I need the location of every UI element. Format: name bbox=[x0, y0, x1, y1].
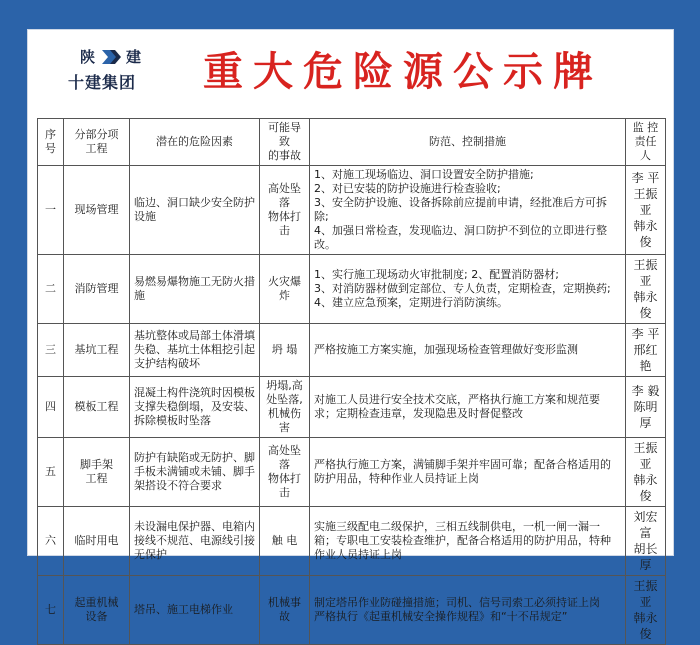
cell-accident: 高处坠落 物体打击 bbox=[260, 166, 310, 255]
cell-no: 一 bbox=[38, 166, 64, 255]
table-row bbox=[38, 377, 666, 438]
cell-hazard: 塔吊、施工电梯作业 bbox=[130, 576, 260, 645]
cell-hazard: 混凝土构件浇筑时因模板支撑失稳倒塌，及安装、拆除模板时坠落 bbox=[130, 377, 260, 438]
notice-board bbox=[27, 29, 674, 641]
cell-project: 基坑工程 bbox=[64, 324, 130, 377]
cell-accident: 机械事故 bbox=[260, 576, 310, 645]
cell-measures: 1、实行施工现场动火审批制度; 2、配置消防器材; 3、对消防器材做到定部位、专人负责，定期检查，定期换药; 4、建立应急预案，定期进行消防演练。 bbox=[310, 255, 626, 324]
cell-project: 现场管理 bbox=[64, 166, 130, 255]
cell-person: 李 平 邢红艳 bbox=[626, 324, 666, 377]
cell-no: 三 bbox=[38, 324, 64, 377]
cell-hazard: 临边、洞口缺少安全防护设施 bbox=[130, 166, 260, 255]
cell-project: 模板工程 bbox=[64, 377, 130, 438]
logo-text-b: 建 bbox=[126, 48, 143, 66]
cell-no: 四 bbox=[38, 377, 64, 438]
cell-person: 李 平 王振亚 韩永俊 bbox=[626, 166, 666, 255]
cell-measures: 严格执行施工方案，满铺脚手架并牢固可靠；配备合格适用的防护用品，特种作业人员持证上岗 bbox=[310, 438, 626, 507]
page-title: 重大危险源公示牌 bbox=[203, 48, 603, 95]
cell-project: 脚手架 工程 bbox=[64, 438, 130, 507]
table-row bbox=[38, 576, 666, 645]
table-row bbox=[38, 324, 666, 377]
table-row bbox=[38, 166, 666, 255]
cell-measures: 1、对施工现场临边、洞口设置安全防护措施; 2、对已安装的防护设施进行检查验收; 3、安全防护设施、设备拆除前应提前申请，经批准后方可拆除; 4、加强日常检查，发现临边、洞口防护不到位的立即进行整改。 bbox=[310, 166, 626, 255]
cell-no: 二 bbox=[38, 255, 64, 324]
cell-person: 王振亚 韩永俊 bbox=[626, 255, 666, 324]
cell-project: 起重机械 设备 bbox=[64, 576, 130, 645]
cell-hazard: 基坑整体或局部土体滑填失稳、基坑土体粗挖引起支护结构破坏 bbox=[130, 324, 260, 377]
cell-person: 刘宏富 胡长厚 bbox=[626, 507, 666, 576]
cell-person: 王振亚 韩永俊 bbox=[626, 576, 666, 645]
cell-accident: 坍塌,高 处坠落, 机械伤害 bbox=[260, 377, 310, 438]
logo-text-a: 陕 bbox=[80, 48, 97, 66]
header bbox=[28, 30, 673, 118]
cell-no: 六 bbox=[38, 507, 64, 576]
logo-chevron-icon bbox=[100, 48, 122, 66]
col-project: 分部分项 工程 bbox=[64, 119, 130, 166]
cell-no: 五 bbox=[38, 438, 64, 507]
table-row bbox=[38, 507, 666, 576]
cell-project: 消防管理 bbox=[64, 255, 130, 324]
cell-measures: 实施三级配电二级保护，三相五线制供电，一机一闸一漏一箱；专职电工安装检查维护，配备合格适用的防护用品，特种作业人员持证上岗 bbox=[310, 507, 626, 576]
col-accident: 可能导致 的事故 bbox=[260, 119, 310, 166]
cell-accident: 触 电 bbox=[260, 507, 310, 576]
table-row bbox=[38, 438, 666, 507]
col-measures: 防范、控制措施 bbox=[310, 119, 626, 166]
company-name: 十建集团 bbox=[68, 73, 137, 92]
cell-measures: 严格按施工方案实施，加强现场检查管理做好变形监测 bbox=[310, 324, 626, 377]
cell-accident: 高处坠落 物体打击 bbox=[260, 438, 310, 507]
cell-measures: 制定塔吊作业防碰撞措施；司机、信号司索工必须持证上岗 严格执行《起重机械安全操作规程》和“十不吊规定” bbox=[310, 576, 626, 645]
cell-person: 王振亚 韩永俊 bbox=[626, 438, 666, 507]
hazard-table bbox=[37, 118, 666, 645]
cell-hazard: 未设漏电保护器、电箱内接线不规范、电源线引接无保护 bbox=[130, 507, 260, 576]
cell-hazard: 易燃易爆物施工无防火措施 bbox=[130, 255, 260, 324]
cell-project: 临时用电 bbox=[64, 507, 130, 576]
table-header-row bbox=[38, 119, 666, 166]
table-row bbox=[38, 255, 666, 324]
col-hazard: 潜在的危险因素 bbox=[130, 119, 260, 166]
col-person: 监 控 责任人 bbox=[626, 119, 666, 166]
cell-accident: 坍 塌 bbox=[260, 324, 310, 377]
cell-accident: 火灾爆炸 bbox=[260, 255, 310, 324]
cell-no: 七 bbox=[38, 576, 64, 645]
cell-hazard: 防护有缺陷或无防护、脚手板未满铺或未铺、脚手架搭设不符合要求 bbox=[130, 438, 260, 507]
cell-measures: 对施工人员进行安全技术交底，严格执行施工方案和规范要求；定期检查违章，发现隐患及时督促整改 bbox=[310, 377, 626, 438]
company-logo bbox=[80, 46, 142, 67]
col-no: 序号 bbox=[38, 119, 64, 166]
cell-person: 李 毅 陈明厚 bbox=[626, 377, 666, 438]
